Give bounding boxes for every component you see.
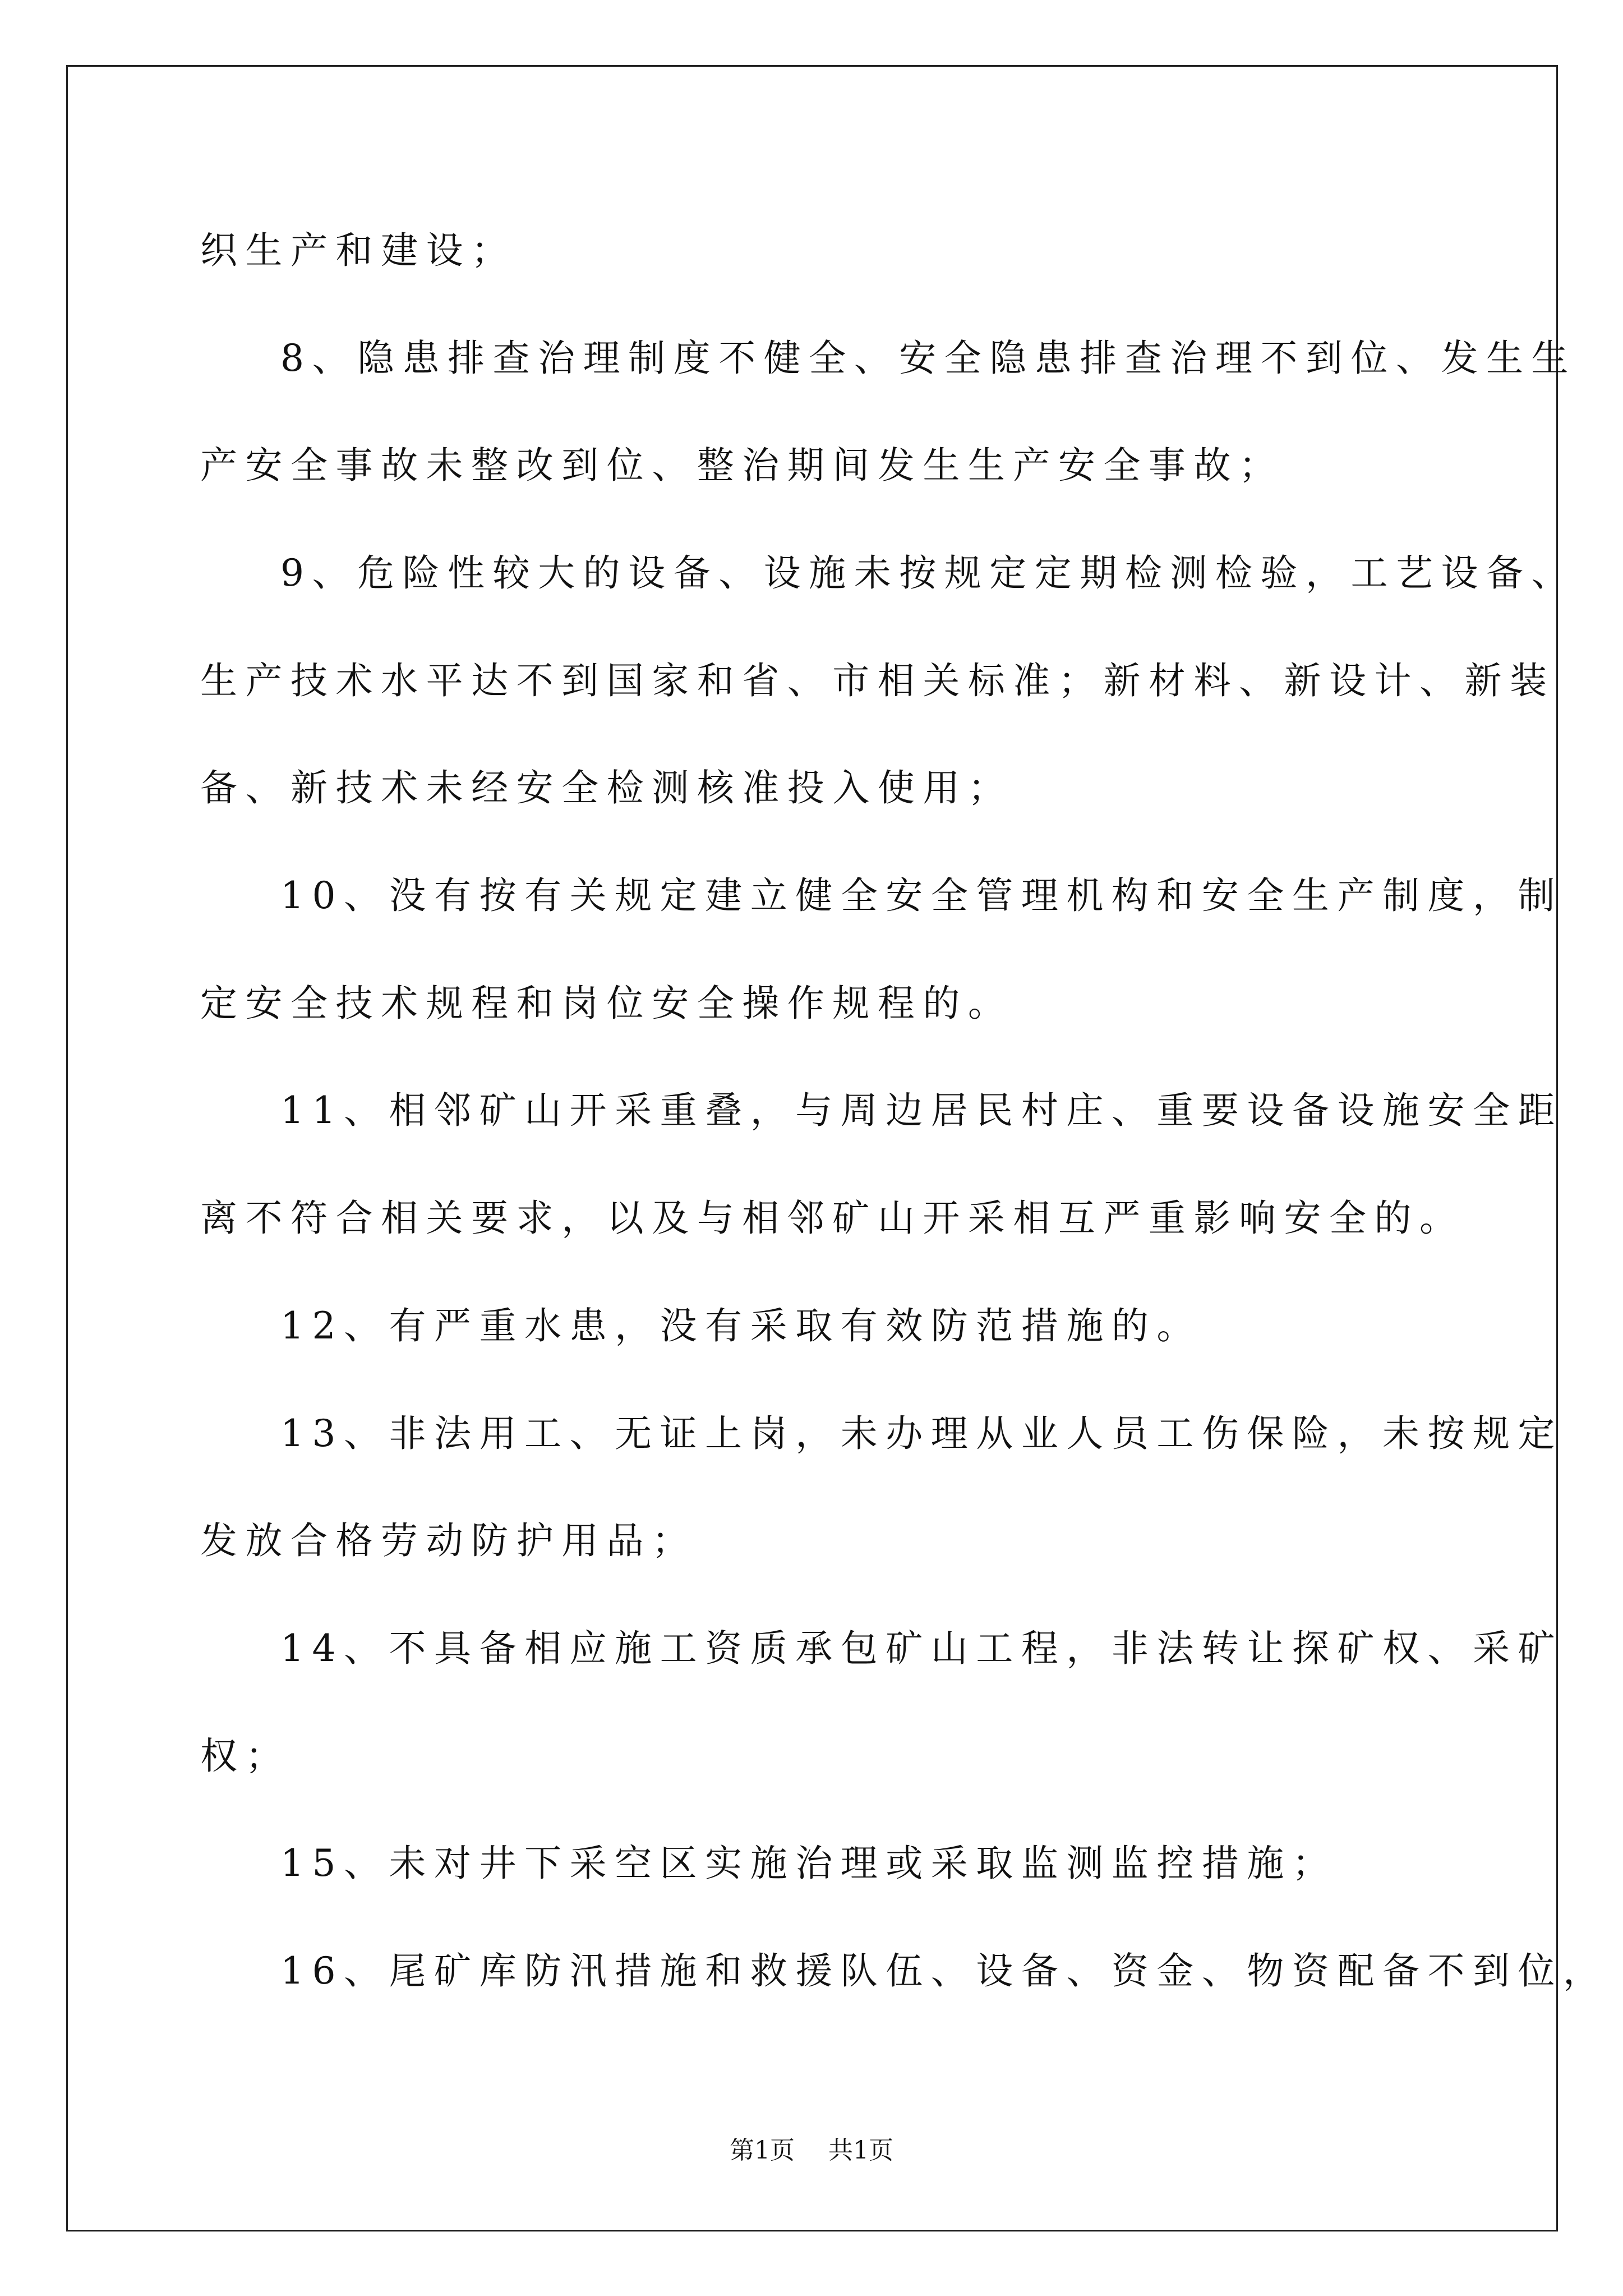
text-line: 15、未对井下采空区实施治理或采取监测监控措施；	[280, 1842, 1338, 1885]
text-line: 13、非法用工、无证上岗，未办理从业人员工伤保险，未按规定	[280, 1412, 1564, 1455]
text-line: 11、相邻矿山开采重叠，与周边居民村庄、重要设备设施安全距	[280, 1089, 1564, 1132]
text-line: 备、新技术未经安全检测核准投入使用；	[200, 766, 1013, 809]
text-line: 定安全技术规程和岗位安全操作规程的。	[200, 982, 1013, 1025]
text-line: 离不符合相关要求，以及与相邻矿山开采相互严重影响安全的。	[200, 1197, 1465, 1240]
text-line: 织生产和建设；	[200, 229, 517, 272]
text-line: 发放合格劳动防护用品；	[200, 1519, 697, 1562]
text-line: 8、隐患排查治理制度不健全、安全隐患排查治理不到位、发生生	[280, 337, 1577, 380]
text-line: 14、不具备相应施工资质承包矿山工程，非法转让探矿权、采矿	[280, 1627, 1564, 1670]
text-line: 12、有严重水患，没有采取有效防范措施的。	[280, 1304, 1202, 1347]
text-line: 10、没有按有关规定建立健全安全管理机构和安全生产制度，制	[280, 874, 1564, 917]
page-number: 第1页	[730, 2136, 795, 2165]
page-count: 共1页	[828, 2136, 893, 2165]
text-line: 产安全事故未整改到位、整治期间发生生产安全事故；	[200, 444, 1284, 487]
text-line: 生产技术水平达不到国家和省、市相关标准；新材料、新设计、新装	[200, 659, 1555, 702]
text-line: 16、尾矿库防汛措施和救援队伍、设备、资金、物资配备不到位，	[280, 1949, 1608, 1993]
page-footer	[0, 2135, 1623, 2166]
page-frame	[66, 65, 1558, 2231]
text-line: 权；	[200, 1734, 291, 1778]
text-line: 9、危险性较大的设备、设施未按规定定期检测检验，工艺设备、	[280, 551, 1577, 595]
